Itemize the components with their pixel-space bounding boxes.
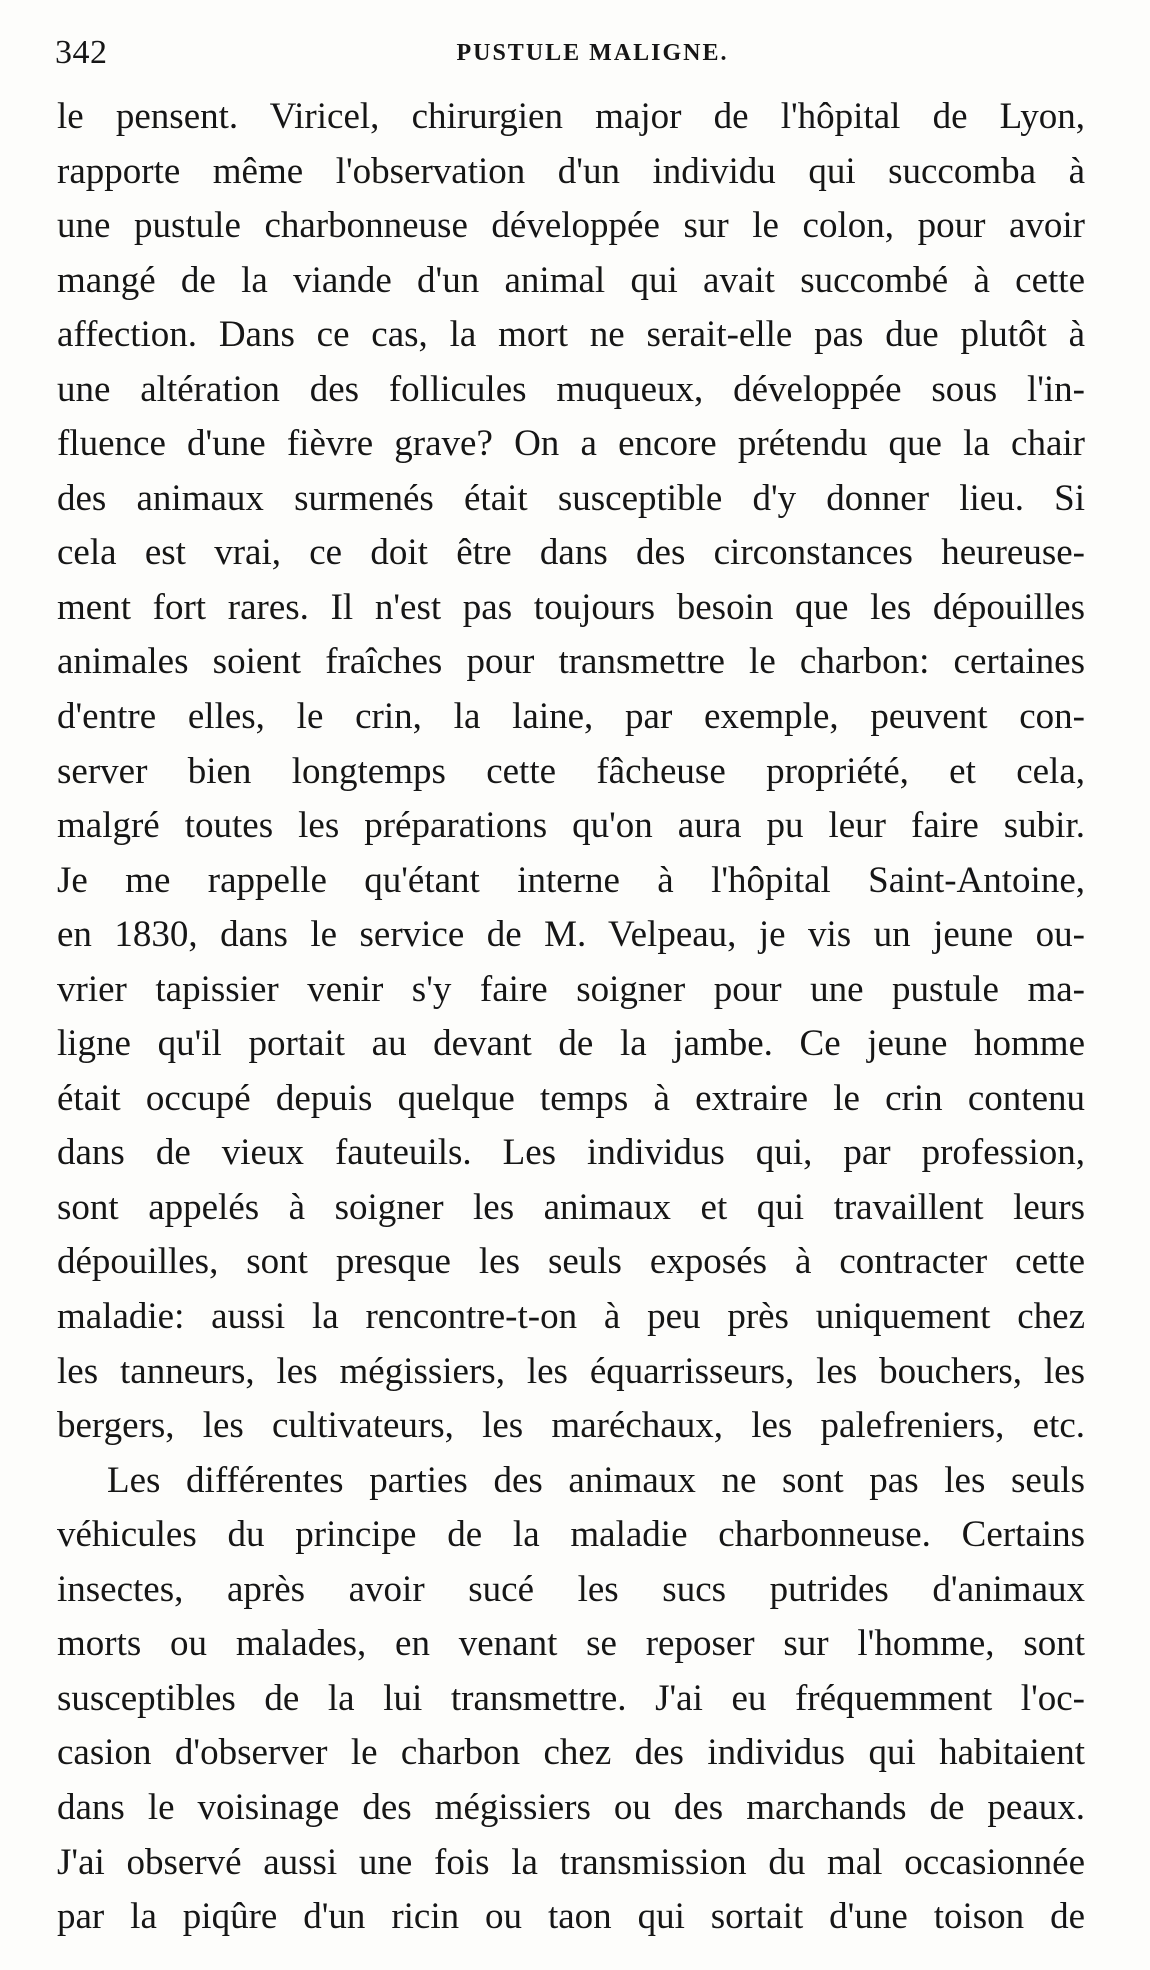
text-line: dans le voisinage des mégissiers ou des marchands de peaux. [57,1786,1085,1828]
text-line: sont appelés à soigner les animaux et qui travaillent leurs [57,1186,1085,1228]
text-line: en 1830, dans le service de M. Velpeau, je vis un jeune ou- [57,914,1085,956]
text-line: animales soient fraîches pour transmettre le charbon: certaines [57,641,1085,683]
paragraph [57,90,1085,1454]
page-number: 342 [55,34,108,71]
text-line: server bien longtemps cette fâcheuse propriété, et cela, [57,750,1085,792]
text-line: dans de vieux fauteuils. Les individus qui, par profession, [57,1132,1085,1174]
text-line: affection. Dans ce cas, la mort ne serait-elle pas due plutôt à [57,314,1085,356]
body-text [57,90,1085,1945]
text-line: cela est vrai, ce doit être dans des circonstances heureuse- [57,532,1085,574]
text-line: rapporte même l'observation d'un individu qui succomba à [57,150,1085,192]
running-title: PUSTULE MALIGNE. [456,40,729,66]
text-line: par la piqûre d'un ricin ou taon qui sortait d'une toison de [57,1896,1085,1938]
text-line: casion d'observer le charbon chez des individus qui habitaient [57,1732,1085,1774]
text-line: mangé de la viande d'un animal qui avait succombé à cette [57,259,1085,301]
text-line: Les différentes parties des animaux ne sont pas les seuls [107,1459,1085,1501]
paragraph [57,1454,1085,1945]
text-line: Je me rappelle qu'étant interne à l'hôpital Saint-Antoine, [57,859,1085,901]
text-line: ligne qu'il portait au devant de la jambe. Ce jeune homme [57,1023,1085,1065]
text-line: le pensent. Viricel, chirurgien major de l'hôpital de Lyon, [57,96,1085,137]
text-line: une pustule charbonneuse développée sur le colon, pour avoir [57,205,1085,247]
page-header [55,30,1090,80]
text-line: morts ou malades, en venant se reposer sur l'homme, sont [57,1623,1085,1665]
text-line: des animaux surmenés était susceptible d'y donner lieu. Si [57,477,1085,519]
text-line: dépouilles, sont presque les seuls exposés à contracter cette [57,1241,1085,1283]
text-line: ment fort rares. Il n'est pas toujours besoin que les dépouilles [57,586,1085,628]
text-line: d'entre elles, le crin, la laine, par exemple, peuvent con- [57,696,1085,738]
text-line: fluence d'une fièvre grave? On a encore prétendu que la chair [57,423,1085,465]
text-line: une altération des follicules muqueux, développée sous l'in- [57,368,1085,410]
text-line: était occupé depuis quelque temps à extraire le crin contenu [57,1077,1085,1119]
text-line: insectes, après avoir sucé les sucs putrides d'animaux [57,1568,1085,1610]
text-line: J'ai observé aussi une fois la transmission du mal occasionnée [57,1841,1085,1883]
text-line: véhicules du principe de la maladie charbonneuse. Certains [57,1514,1085,1556]
text-line: bergers, les cultivateurs, les maréchaux, les palefreniers, etc. [57,1405,1085,1447]
text-line: susceptibles de la lui transmettre. J'ai eu fréquemment l'oc- [57,1677,1085,1719]
text-line: les tanneurs, les mégissiers, les équarrisseurs, les bouchers, les [57,1350,1085,1392]
text-line: maladie: aussi la rencontre-t-on à peu près uniquement chez [57,1296,1085,1338]
text-line: malgré toutes les préparations qu'on aura pu leur faire subir. [57,805,1085,847]
text-line: vrier tapissier venir s'y faire soigner pour une pustule ma- [57,968,1085,1010]
